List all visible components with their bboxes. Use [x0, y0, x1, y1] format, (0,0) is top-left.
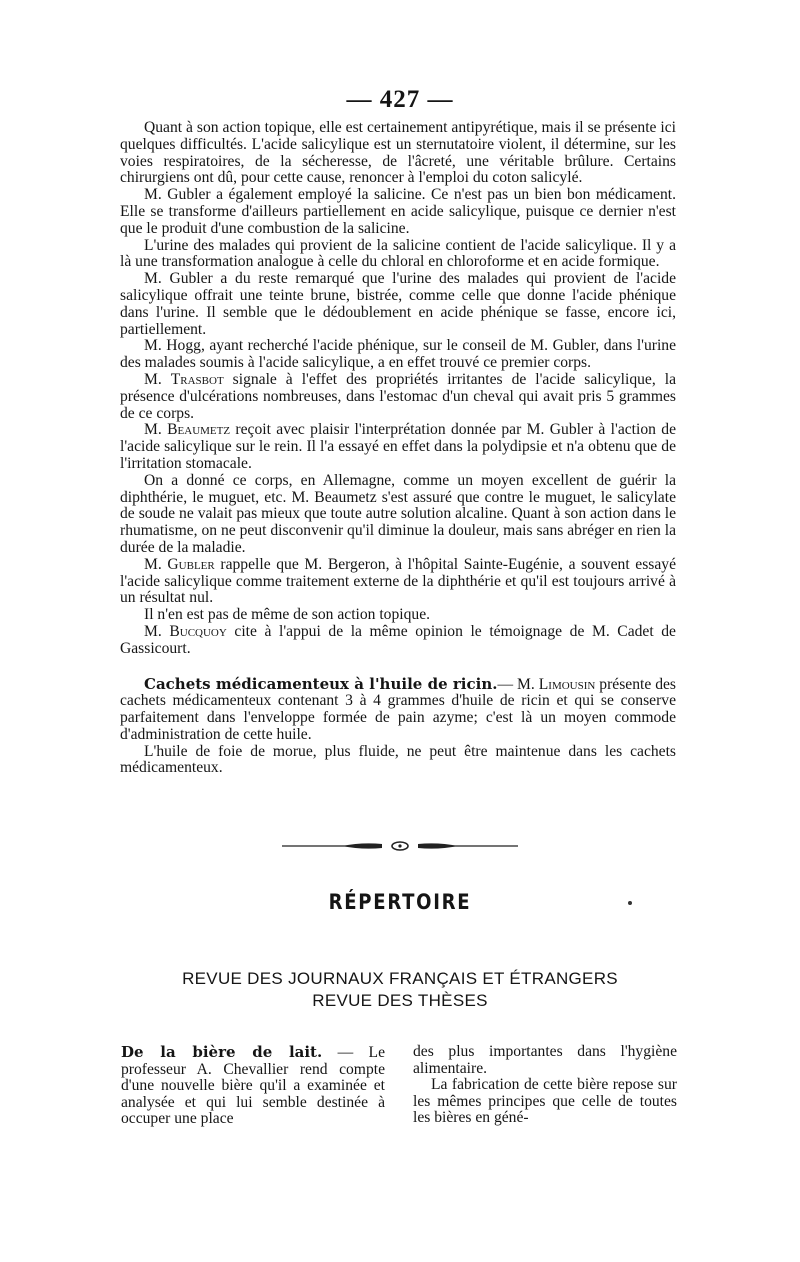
person-name: Gubler — [167, 555, 215, 573]
paragraph: M. Bucquoy cite à l'appui de la même opinion le témoignage de M. Cadet de Gassicourt. — [120, 622, 676, 657]
paragraph: M. Gubler rappelle que M. Bergeron, à l'hôpital Sainte-Eugénie, a souvent essayé l'acide salicylique comme traitement externe de la diphthérie et qu'il est toujours arrivé à un résultat nul. — [120, 555, 676, 607]
paragraph: M. Trasbot signale à l'effet des propriétés irritantes de l'acide salicylique, la présence d'ulcérations nombreuses, dans l'estomac d'un cheval qui avait pris 5 grammes de ce corps. — [120, 370, 676, 422]
dot-mark — [628, 901, 632, 905]
person-name: Beaumetz — [167, 421, 231, 439]
paragraph: La fabrication de cette bière repose sur les mêmes principes que celle de toutes les bières en géné- — [413, 1076, 677, 1127]
paragraph: M. Gubler a également employé la salicine. Ce n'est pas un bien bon médicament. Elle se transforme d'ailleurs partiellement en acide salicylique, puisque ce dernier n'est que le produit d'une combustion de la salicine. — [120, 186, 676, 237]
paragraph: On a donné ce corps, en Allemagne, comme un moyen excellent de guérir la diphthérie, le muguet, etc. M. Beaumetz s'est assuré que contre le muguet, le salicylate de soude ne valait pas mieux que toute autre solution alcaline. Quant à son action dans le rhumatisme, on ne peut disconvenir qu'il diminue la douleur, mais sans abréger en rien la durée de la maladie. — [120, 471, 676, 556]
person-name: Limousin — [538, 675, 596, 693]
repertoire-title: RÉPERTOIRE — [328, 890, 472, 914]
section-heading — [0, 968, 800, 1012]
article-title: De la bière de lait. — [121, 1043, 323, 1061]
paragraph: Il n'en est pas de même de son action topique. — [144, 606, 431, 624]
heading-line: REVUE DES THÈSES — [312, 991, 488, 1010]
two-column-article — [121, 1044, 677, 1128]
person-name: Trasbot — [170, 370, 224, 388]
body-text — [120, 120, 676, 777]
section-title: Cachets médicamenteux à l'huile de ricin. — [144, 674, 498, 693]
right-column — [413, 1044, 677, 1128]
paragraph: M. Hogg, ayant recherché l'acide phénique, sur le conseil de M. Gubler, dans l'urine des malades soumis à l'acide salicylique, a en effet trouvé ce premier corps. — [120, 337, 676, 372]
ornament-divider — [282, 838, 518, 854]
heading-line: REVUE DES JOURNAUX FRANÇAIS ET ÉTRANGERS — [182, 969, 618, 988]
paragraph: De la bière de lait. — Le professeur A. Chevallier rend compte d'une nouvelle bière qu'il a examinée et analysée et qui lui semble destinée à occuper une place — [121, 1043, 385, 1128]
person-name: Bucquoy — [169, 622, 227, 640]
paragraph: L'huile de foie de morue, plus fluide, ne peut être maintenue dans les cachets médicamenteux. — [120, 742, 676, 777]
paragraph: L'urine des malades qui provient de la salicine contient de l'acide salicylique. Il y a là une transformation analogue à celle du chloral en chloroforme et en acide formique. — [120, 236, 676, 271]
page-number: — 427 — — [346, 86, 454, 113]
paragraph: des plus importantes dans l'hygiène alimentaire. — [413, 1043, 677, 1077]
paragraph: M. Beaumetz reçoit avec plaisir l'interprétation donnée par M. Gubler à l'action de l'acide salicylique sur le rein. Il l'a essayé en effet dans la polydipsie et n'a obtenu que de l'irritation stomacale. — [120, 421, 676, 472]
left-column — [121, 1044, 385, 1128]
paragraph: M. Gubler a du reste remarqué que l'urine des malades qui provient de l'acide salicylique offrait une teinte brune, bistrée, comme celle que donne l'acide phénique dans l'urine. Il semble que le dédoublement en acide phénique se fasse, encore ici, partiellement. — [120, 270, 676, 338]
cachets-paragraph: Cachets médicamenteux à l'huile de ricin.— M. Limousin présente des cachets médicamenteux contenant 3 à 4 grammes d'huile de ricin et qui se conserve parfaitement dans l'enveloppe formée de pain azyme; c'est là un moyen commode d'administration de cette huile. — [120, 674, 676, 743]
paragraph: Quant à son action topique, elle est certainement antipyrétique, mais il se présente ici quelques difficultés. L'acide salicylique est un sternutatoire violent, il détermine, sur les voies respiratoires, de la sécheresse, de l'âcreté, une véritable brûlure. Certains chirurgiens ont dû, pour cette cause, renoncer à l'emploi du coton salicylé. — [120, 119, 676, 187]
